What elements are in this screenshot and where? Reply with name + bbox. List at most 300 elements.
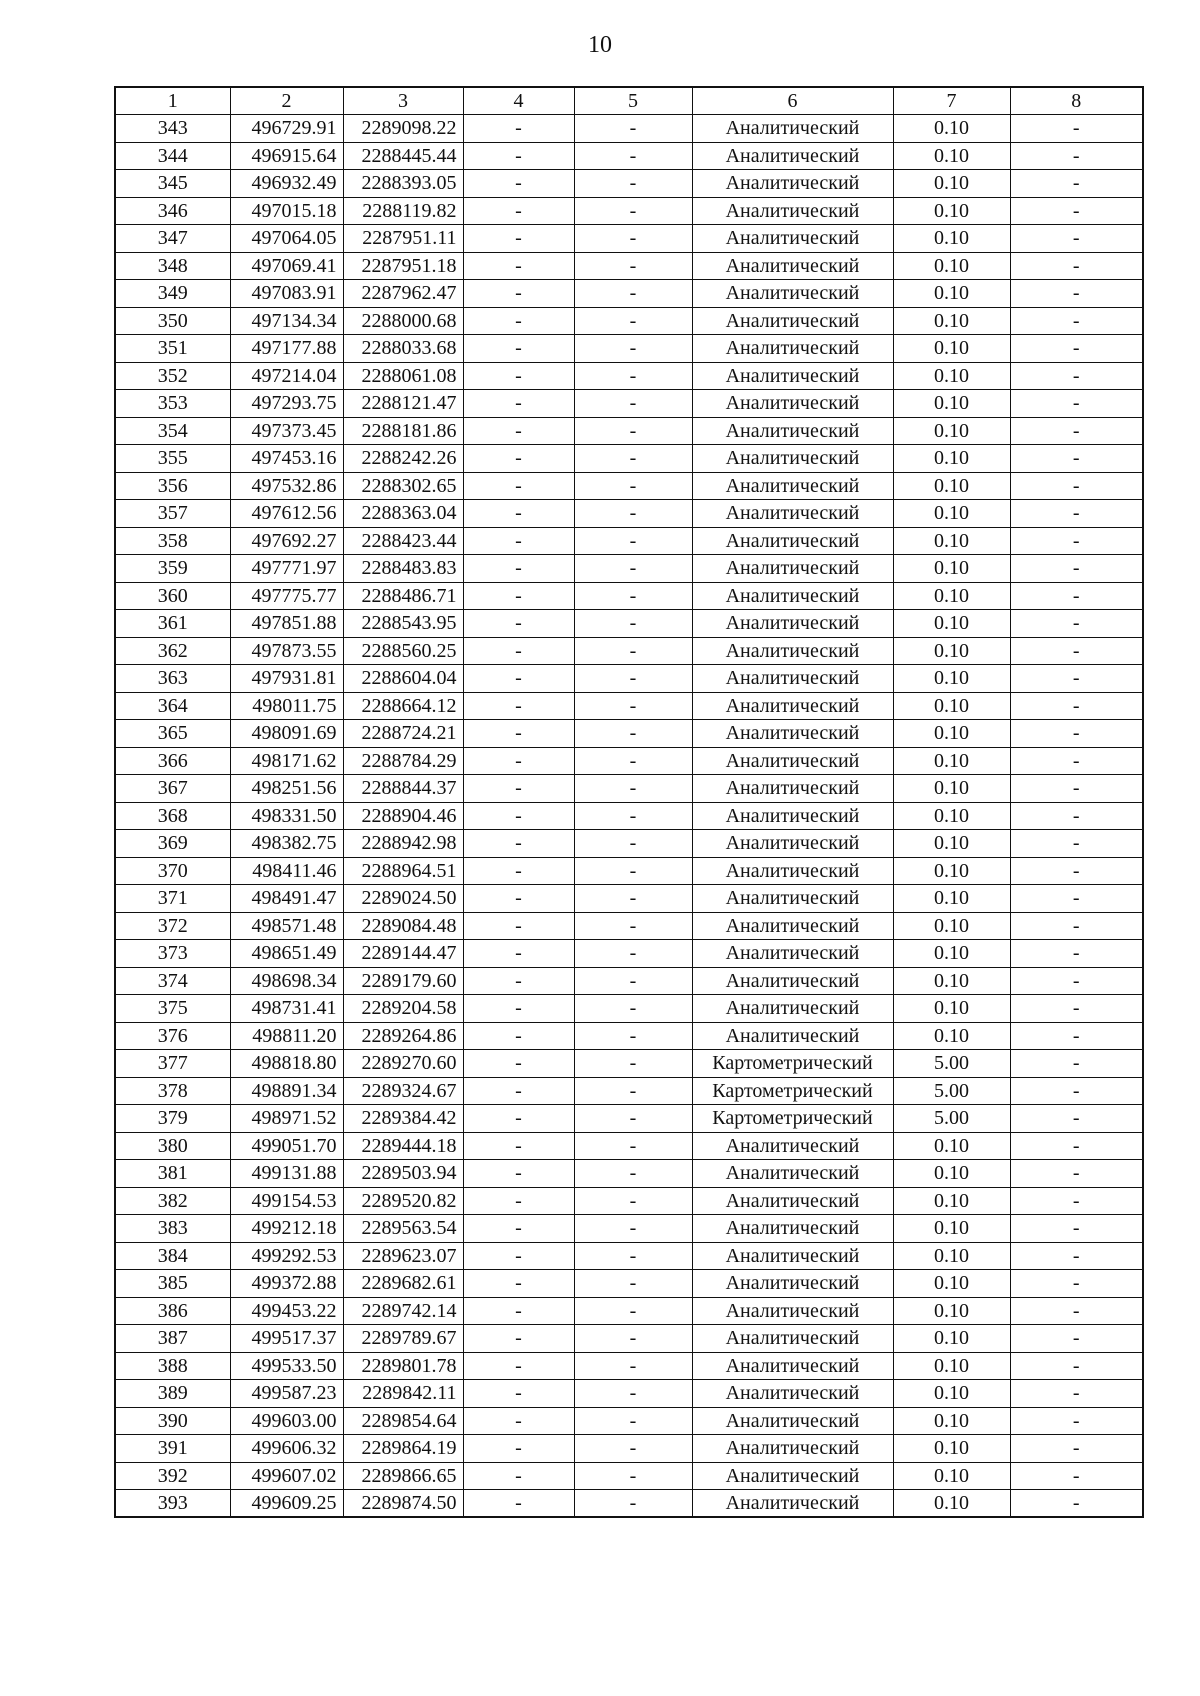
column-4-cell: -: [463, 1270, 574, 1298]
column-5-cell: -: [574, 1215, 692, 1243]
point-number-cell: 383: [115, 1215, 230, 1243]
y-coordinate-cell: 2288904.46: [343, 802, 463, 830]
x-coordinate-cell: 498011.75: [230, 692, 343, 720]
point-number-cell: 371: [115, 885, 230, 913]
column-5-cell: -: [574, 830, 692, 858]
y-coordinate-cell: 2288486.71: [343, 582, 463, 610]
column-5-cell: -: [574, 1462, 692, 1490]
column-8-cell: -: [1010, 1297, 1143, 1325]
y-coordinate-cell: 2288844.37: [343, 775, 463, 803]
method-cell: Аналитический: [692, 1325, 893, 1353]
y-coordinate-cell: 2289264.86: [343, 1022, 463, 1050]
column-8-cell: -: [1010, 940, 1143, 968]
column-8-cell: -: [1010, 775, 1143, 803]
accuracy-cell: 0.10: [893, 720, 1010, 748]
column-5-cell: -: [574, 1077, 692, 1105]
column-8-cell: -: [1010, 115, 1143, 143]
column-4-cell: -: [463, 610, 574, 638]
column-5-cell: -: [574, 720, 692, 748]
method-cell: Аналитический: [692, 170, 893, 198]
column-header: 8: [1010, 87, 1143, 115]
method-cell: Аналитический: [692, 802, 893, 830]
y-coordinate-cell: 2289024.50: [343, 885, 463, 913]
accuracy-cell: 0.10: [893, 967, 1010, 995]
method-cell: Аналитический: [692, 1270, 893, 1298]
column-5-cell: -: [574, 252, 692, 280]
column-5-cell: -: [574, 170, 692, 198]
x-coordinate-cell: 497851.88: [230, 610, 343, 638]
column-4-cell: -: [463, 665, 574, 693]
y-coordinate-cell: 2289864.19: [343, 1435, 463, 1463]
method-cell: Аналитический: [692, 115, 893, 143]
point-number-cell: 393: [115, 1490, 230, 1518]
column-5-cell: -: [574, 1187, 692, 1215]
column-5-cell: -: [574, 1022, 692, 1050]
y-coordinate-cell: 2288121.47: [343, 390, 463, 418]
method-cell: Аналитический: [692, 390, 893, 418]
y-coordinate-cell: 2288000.68: [343, 307, 463, 335]
table-row: [115, 775, 1143, 803]
column-5-cell: -: [574, 307, 692, 335]
method-cell: Аналитический: [692, 885, 893, 913]
column-8-cell: -: [1010, 142, 1143, 170]
y-coordinate-cell: 2289801.78: [343, 1352, 463, 1380]
y-coordinate-cell: 2288604.04: [343, 665, 463, 693]
point-number-cell: 378: [115, 1077, 230, 1105]
point-number-cell: 344: [115, 142, 230, 170]
coordinates-table: [114, 86, 1144, 1518]
method-cell: Аналитический: [692, 940, 893, 968]
x-coordinate-cell: 497612.56: [230, 500, 343, 528]
table-row: [115, 1435, 1143, 1463]
y-coordinate-cell: 2288964.51: [343, 857, 463, 885]
y-coordinate-cell: 2288784.29: [343, 747, 463, 775]
x-coordinate-cell: 498171.62: [230, 747, 343, 775]
y-coordinate-cell: 2288664.12: [343, 692, 463, 720]
y-coordinate-cell: 2288423.44: [343, 527, 463, 555]
x-coordinate-cell: 497873.55: [230, 637, 343, 665]
accuracy-cell: 0.10: [893, 390, 1010, 418]
table-row: [115, 445, 1143, 473]
table-row: [115, 885, 1143, 913]
table-row: [115, 170, 1143, 198]
method-cell: Аналитический: [692, 692, 893, 720]
column-8-cell: -: [1010, 802, 1143, 830]
accuracy-cell: 0.10: [893, 1215, 1010, 1243]
y-coordinate-cell: 2288393.05: [343, 170, 463, 198]
x-coordinate-cell: 497293.75: [230, 390, 343, 418]
column-4-cell: -: [463, 1352, 574, 1380]
table-row: [115, 830, 1143, 858]
table-row: [115, 582, 1143, 610]
column-4-cell: -: [463, 692, 574, 720]
column-5-cell: -: [574, 610, 692, 638]
table-row: [115, 1132, 1143, 1160]
column-8-cell: -: [1010, 1187, 1143, 1215]
column-4-cell: -: [463, 637, 574, 665]
accuracy-cell: 0.10: [893, 610, 1010, 638]
x-coordinate-cell: 499051.70: [230, 1132, 343, 1160]
accuracy-cell: 0.10: [893, 142, 1010, 170]
accuracy-cell: 0.10: [893, 637, 1010, 665]
column-8-cell: -: [1010, 225, 1143, 253]
method-cell: Картометрический: [692, 1077, 893, 1105]
accuracy-cell: 0.10: [893, 857, 1010, 885]
method-cell: Аналитический: [692, 1132, 893, 1160]
x-coordinate-cell: 498382.75: [230, 830, 343, 858]
point-number-cell: 359: [115, 555, 230, 583]
point-number-cell: 347: [115, 225, 230, 253]
point-number-cell: 357: [115, 500, 230, 528]
column-4-cell: -: [463, 1132, 574, 1160]
accuracy-cell: 0.10: [893, 1297, 1010, 1325]
column-4-cell: -: [463, 417, 574, 445]
column-8-cell: -: [1010, 1462, 1143, 1490]
column-4-cell: -: [463, 445, 574, 473]
method-cell: Аналитический: [692, 665, 893, 693]
column-header: 3: [343, 87, 463, 115]
column-4-cell: -: [463, 527, 574, 555]
column-4-cell: -: [463, 885, 574, 913]
method-cell: Аналитический: [692, 335, 893, 363]
method-cell: Аналитический: [692, 747, 893, 775]
point-number-cell: 386: [115, 1297, 230, 1325]
table-row: [115, 197, 1143, 225]
point-number-cell: 366: [115, 747, 230, 775]
method-cell: Аналитический: [692, 1352, 893, 1380]
table-row: [115, 692, 1143, 720]
column-8-cell: -: [1010, 747, 1143, 775]
point-number-cell: 358: [115, 527, 230, 555]
table-row: [115, 307, 1143, 335]
method-cell: Аналитический: [692, 252, 893, 280]
column-8-cell: -: [1010, 280, 1143, 308]
table-row: [115, 1160, 1143, 1188]
column-5-cell: -: [574, 362, 692, 390]
table-row: [115, 720, 1143, 748]
column-8-cell: -: [1010, 252, 1143, 280]
x-coordinate-cell: 497453.16: [230, 445, 343, 473]
y-coordinate-cell: 2289098.22: [343, 115, 463, 143]
column-4-cell: -: [463, 857, 574, 885]
y-coordinate-cell: 2289563.54: [343, 1215, 463, 1243]
point-number-cell: 345: [115, 170, 230, 198]
column-8-cell: -: [1010, 1105, 1143, 1133]
x-coordinate-cell: 499154.53: [230, 1187, 343, 1215]
column-8-cell: -: [1010, 197, 1143, 225]
x-coordinate-cell: 496729.91: [230, 115, 343, 143]
method-cell: Аналитический: [692, 307, 893, 335]
column-8-cell: -: [1010, 857, 1143, 885]
table-row: [115, 637, 1143, 665]
column-4-cell: -: [463, 1242, 574, 1270]
y-coordinate-cell: 2288445.44: [343, 142, 463, 170]
column-8-cell: -: [1010, 1242, 1143, 1270]
column-4-cell: -: [463, 1187, 574, 1215]
column-5-cell: -: [574, 802, 692, 830]
column-8-cell: -: [1010, 720, 1143, 748]
x-coordinate-cell: 498331.50: [230, 802, 343, 830]
accuracy-cell: 0.10: [893, 830, 1010, 858]
point-number-cell: 352: [115, 362, 230, 390]
accuracy-cell: 0.10: [893, 197, 1010, 225]
x-coordinate-cell: 498251.56: [230, 775, 343, 803]
column-8-cell: -: [1010, 362, 1143, 390]
x-coordinate-cell: 499212.18: [230, 1215, 343, 1243]
column-4-cell: -: [463, 1077, 574, 1105]
x-coordinate-cell: 497775.77: [230, 582, 343, 610]
column-8-cell: -: [1010, 307, 1143, 335]
column-8-cell: -: [1010, 1022, 1143, 1050]
column-8-cell: -: [1010, 1325, 1143, 1353]
table-row: [115, 142, 1143, 170]
point-number-cell: 392: [115, 1462, 230, 1490]
accuracy-cell: 0.10: [893, 1435, 1010, 1463]
x-coordinate-cell: 498891.34: [230, 1077, 343, 1105]
column-5-cell: -: [574, 527, 692, 555]
column-5-cell: -: [574, 1242, 692, 1270]
column-8-cell: -: [1010, 995, 1143, 1023]
column-5-cell: -: [574, 637, 692, 665]
method-cell: Аналитический: [692, 995, 893, 1023]
column-5-cell: -: [574, 1050, 692, 1078]
method-cell: Аналитический: [692, 142, 893, 170]
point-number-cell: 351: [115, 335, 230, 363]
accuracy-cell: 0.10: [893, 527, 1010, 555]
point-number-cell: 377: [115, 1050, 230, 1078]
column-8-cell: -: [1010, 170, 1143, 198]
column-header: 1: [115, 87, 230, 115]
x-coordinate-cell: 497931.81: [230, 665, 343, 693]
column-4-cell: -: [463, 142, 574, 170]
column-header: 2: [230, 87, 343, 115]
point-number-cell: 360: [115, 582, 230, 610]
x-coordinate-cell: 499533.50: [230, 1352, 343, 1380]
accuracy-cell: 0.10: [893, 1022, 1010, 1050]
table-row: [115, 665, 1143, 693]
table-row: [115, 1270, 1143, 1298]
column-5-cell: -: [574, 445, 692, 473]
x-coordinate-cell: 499603.00: [230, 1407, 343, 1435]
column-8-cell: -: [1010, 1490, 1143, 1518]
column-4-cell: -: [463, 555, 574, 583]
method-cell: Аналитический: [692, 527, 893, 555]
table-row: [115, 1380, 1143, 1408]
accuracy-cell: 5.00: [893, 1050, 1010, 1078]
accuracy-cell: 0.10: [893, 225, 1010, 253]
method-cell: Аналитический: [692, 445, 893, 473]
column-4-cell: -: [463, 1022, 574, 1050]
table-row: [115, 912, 1143, 940]
y-coordinate-cell: 2289842.11: [343, 1380, 463, 1408]
point-number-cell: 381: [115, 1160, 230, 1188]
x-coordinate-cell: 498651.49: [230, 940, 343, 968]
column-8-cell: -: [1010, 445, 1143, 473]
method-cell: Картометрический: [692, 1105, 893, 1133]
column-5-cell: -: [574, 857, 692, 885]
method-cell: Аналитический: [692, 472, 893, 500]
column-4-cell: -: [463, 747, 574, 775]
point-number-cell: 372: [115, 912, 230, 940]
accuracy-cell: 0.10: [893, 555, 1010, 583]
accuracy-cell: 0.10: [893, 1160, 1010, 1188]
method-cell: Аналитический: [692, 1435, 893, 1463]
table-row: [115, 1407, 1143, 1435]
accuracy-cell: 0.10: [893, 1490, 1010, 1518]
point-number-cell: 376: [115, 1022, 230, 1050]
point-number-cell: 346: [115, 197, 230, 225]
x-coordinate-cell: 499607.02: [230, 1462, 343, 1490]
column-5-cell: -: [574, 912, 692, 940]
table-row: [115, 1462, 1143, 1490]
point-number-cell: 368: [115, 802, 230, 830]
point-number-cell: 363: [115, 665, 230, 693]
column-4-cell: -: [463, 912, 574, 940]
table-row: [115, 390, 1143, 418]
column-5-cell: -: [574, 1105, 692, 1133]
x-coordinate-cell: 498818.80: [230, 1050, 343, 1078]
x-coordinate-cell: 497214.04: [230, 362, 343, 390]
column-8-cell: -: [1010, 417, 1143, 445]
table-row: [115, 527, 1143, 555]
accuracy-cell: 0.10: [893, 500, 1010, 528]
table-row: [115, 500, 1143, 528]
method-cell: Аналитический: [692, 1490, 893, 1518]
accuracy-cell: 0.10: [893, 912, 1010, 940]
column-5-cell: -: [574, 1297, 692, 1325]
method-cell: Аналитический: [692, 1187, 893, 1215]
method-cell: Аналитический: [692, 610, 893, 638]
column-8-cell: -: [1010, 335, 1143, 363]
column-5-cell: -: [574, 692, 692, 720]
method-cell: Аналитический: [692, 1462, 893, 1490]
column-5-cell: -: [574, 417, 692, 445]
table-row: [115, 472, 1143, 500]
column-5-cell: -: [574, 967, 692, 995]
y-coordinate-cell: 2287962.47: [343, 280, 463, 308]
column-4-cell: -: [463, 197, 574, 225]
accuracy-cell: 0.10: [893, 252, 1010, 280]
method-cell: Аналитический: [692, 500, 893, 528]
table-row: [115, 1050, 1143, 1078]
x-coordinate-cell: 498491.47: [230, 885, 343, 913]
accuracy-cell: 0.10: [893, 747, 1010, 775]
column-5-cell: -: [574, 940, 692, 968]
column-8-cell: -: [1010, 912, 1143, 940]
y-coordinate-cell: 2289084.48: [343, 912, 463, 940]
accuracy-cell: 0.10: [893, 417, 1010, 445]
y-coordinate-cell: 2289384.42: [343, 1105, 463, 1133]
table-row: [115, 940, 1143, 968]
x-coordinate-cell: 497177.88: [230, 335, 343, 363]
point-number-cell: 362: [115, 637, 230, 665]
x-coordinate-cell: 499587.23: [230, 1380, 343, 1408]
column-8-cell: -: [1010, 1352, 1143, 1380]
x-coordinate-cell: 499292.53: [230, 1242, 343, 1270]
table-row: [115, 362, 1143, 390]
accuracy-cell: 0.10: [893, 995, 1010, 1023]
method-cell: Аналитический: [692, 1022, 893, 1050]
column-4-cell: -: [463, 307, 574, 335]
column-8-cell: -: [1010, 1132, 1143, 1160]
accuracy-cell: 0.10: [893, 307, 1010, 335]
table-body: [115, 115, 1143, 1518]
table-row: [115, 1352, 1143, 1380]
point-number-cell: 380: [115, 1132, 230, 1160]
x-coordinate-cell: 498091.69: [230, 720, 343, 748]
column-5-cell: -: [574, 995, 692, 1023]
column-4-cell: -: [463, 225, 574, 253]
column-5-cell: -: [574, 665, 692, 693]
x-coordinate-cell: 498811.20: [230, 1022, 343, 1050]
method-cell: Аналитический: [692, 280, 893, 308]
method-cell: Аналитический: [692, 197, 893, 225]
column-8-cell: -: [1010, 967, 1143, 995]
y-coordinate-cell: 2289866.65: [343, 1462, 463, 1490]
accuracy-cell: 0.10: [893, 1132, 1010, 1160]
column-5-cell: -: [574, 335, 692, 363]
y-coordinate-cell: 2288942.98: [343, 830, 463, 858]
point-number-cell: 382: [115, 1187, 230, 1215]
x-coordinate-cell: 496932.49: [230, 170, 343, 198]
column-8-cell: -: [1010, 500, 1143, 528]
column-5-cell: -: [574, 1490, 692, 1518]
y-coordinate-cell: 2288560.25: [343, 637, 463, 665]
column-4-cell: -: [463, 362, 574, 390]
y-coordinate-cell: 2288483.83: [343, 555, 463, 583]
column-4-cell: -: [463, 472, 574, 500]
x-coordinate-cell: 499131.88: [230, 1160, 343, 1188]
method-cell: Аналитический: [692, 830, 893, 858]
column-5-cell: -: [574, 1380, 692, 1408]
x-coordinate-cell: 497083.91: [230, 280, 343, 308]
x-coordinate-cell: 498411.46: [230, 857, 343, 885]
column-header: 6: [692, 87, 893, 115]
column-4-cell: -: [463, 252, 574, 280]
column-8-cell: -: [1010, 830, 1143, 858]
column-4-cell: -: [463, 1325, 574, 1353]
accuracy-cell: 0.10: [893, 1380, 1010, 1408]
point-number-cell: 390: [115, 1407, 230, 1435]
column-5-cell: -: [574, 1270, 692, 1298]
y-coordinate-cell: 2289503.94: [343, 1160, 463, 1188]
y-coordinate-cell: 2287951.11: [343, 225, 463, 253]
table-row: [115, 857, 1143, 885]
point-number-cell: 365: [115, 720, 230, 748]
point-number-cell: 385: [115, 1270, 230, 1298]
accuracy-cell: 0.10: [893, 1352, 1010, 1380]
column-8-cell: -: [1010, 1215, 1143, 1243]
column-4-cell: -: [463, 967, 574, 995]
column-8-cell: -: [1010, 1380, 1143, 1408]
point-number-cell: 370: [115, 857, 230, 885]
table-row: [115, 1215, 1143, 1243]
table-row: [115, 1187, 1143, 1215]
column-5-cell: -: [574, 555, 692, 583]
y-coordinate-cell: 2288061.08: [343, 362, 463, 390]
y-coordinate-cell: 2289144.47: [343, 940, 463, 968]
column-4-cell: -: [463, 335, 574, 363]
y-coordinate-cell: 2289270.60: [343, 1050, 463, 1078]
x-coordinate-cell: 497373.45: [230, 417, 343, 445]
column-8-cell: -: [1010, 1050, 1143, 1078]
column-5-cell: -: [574, 142, 692, 170]
table-row: [115, 1242, 1143, 1270]
y-coordinate-cell: 2289324.67: [343, 1077, 463, 1105]
method-cell: Аналитический: [692, 555, 893, 583]
column-4-cell: -: [463, 500, 574, 528]
method-cell: Аналитический: [692, 1380, 893, 1408]
